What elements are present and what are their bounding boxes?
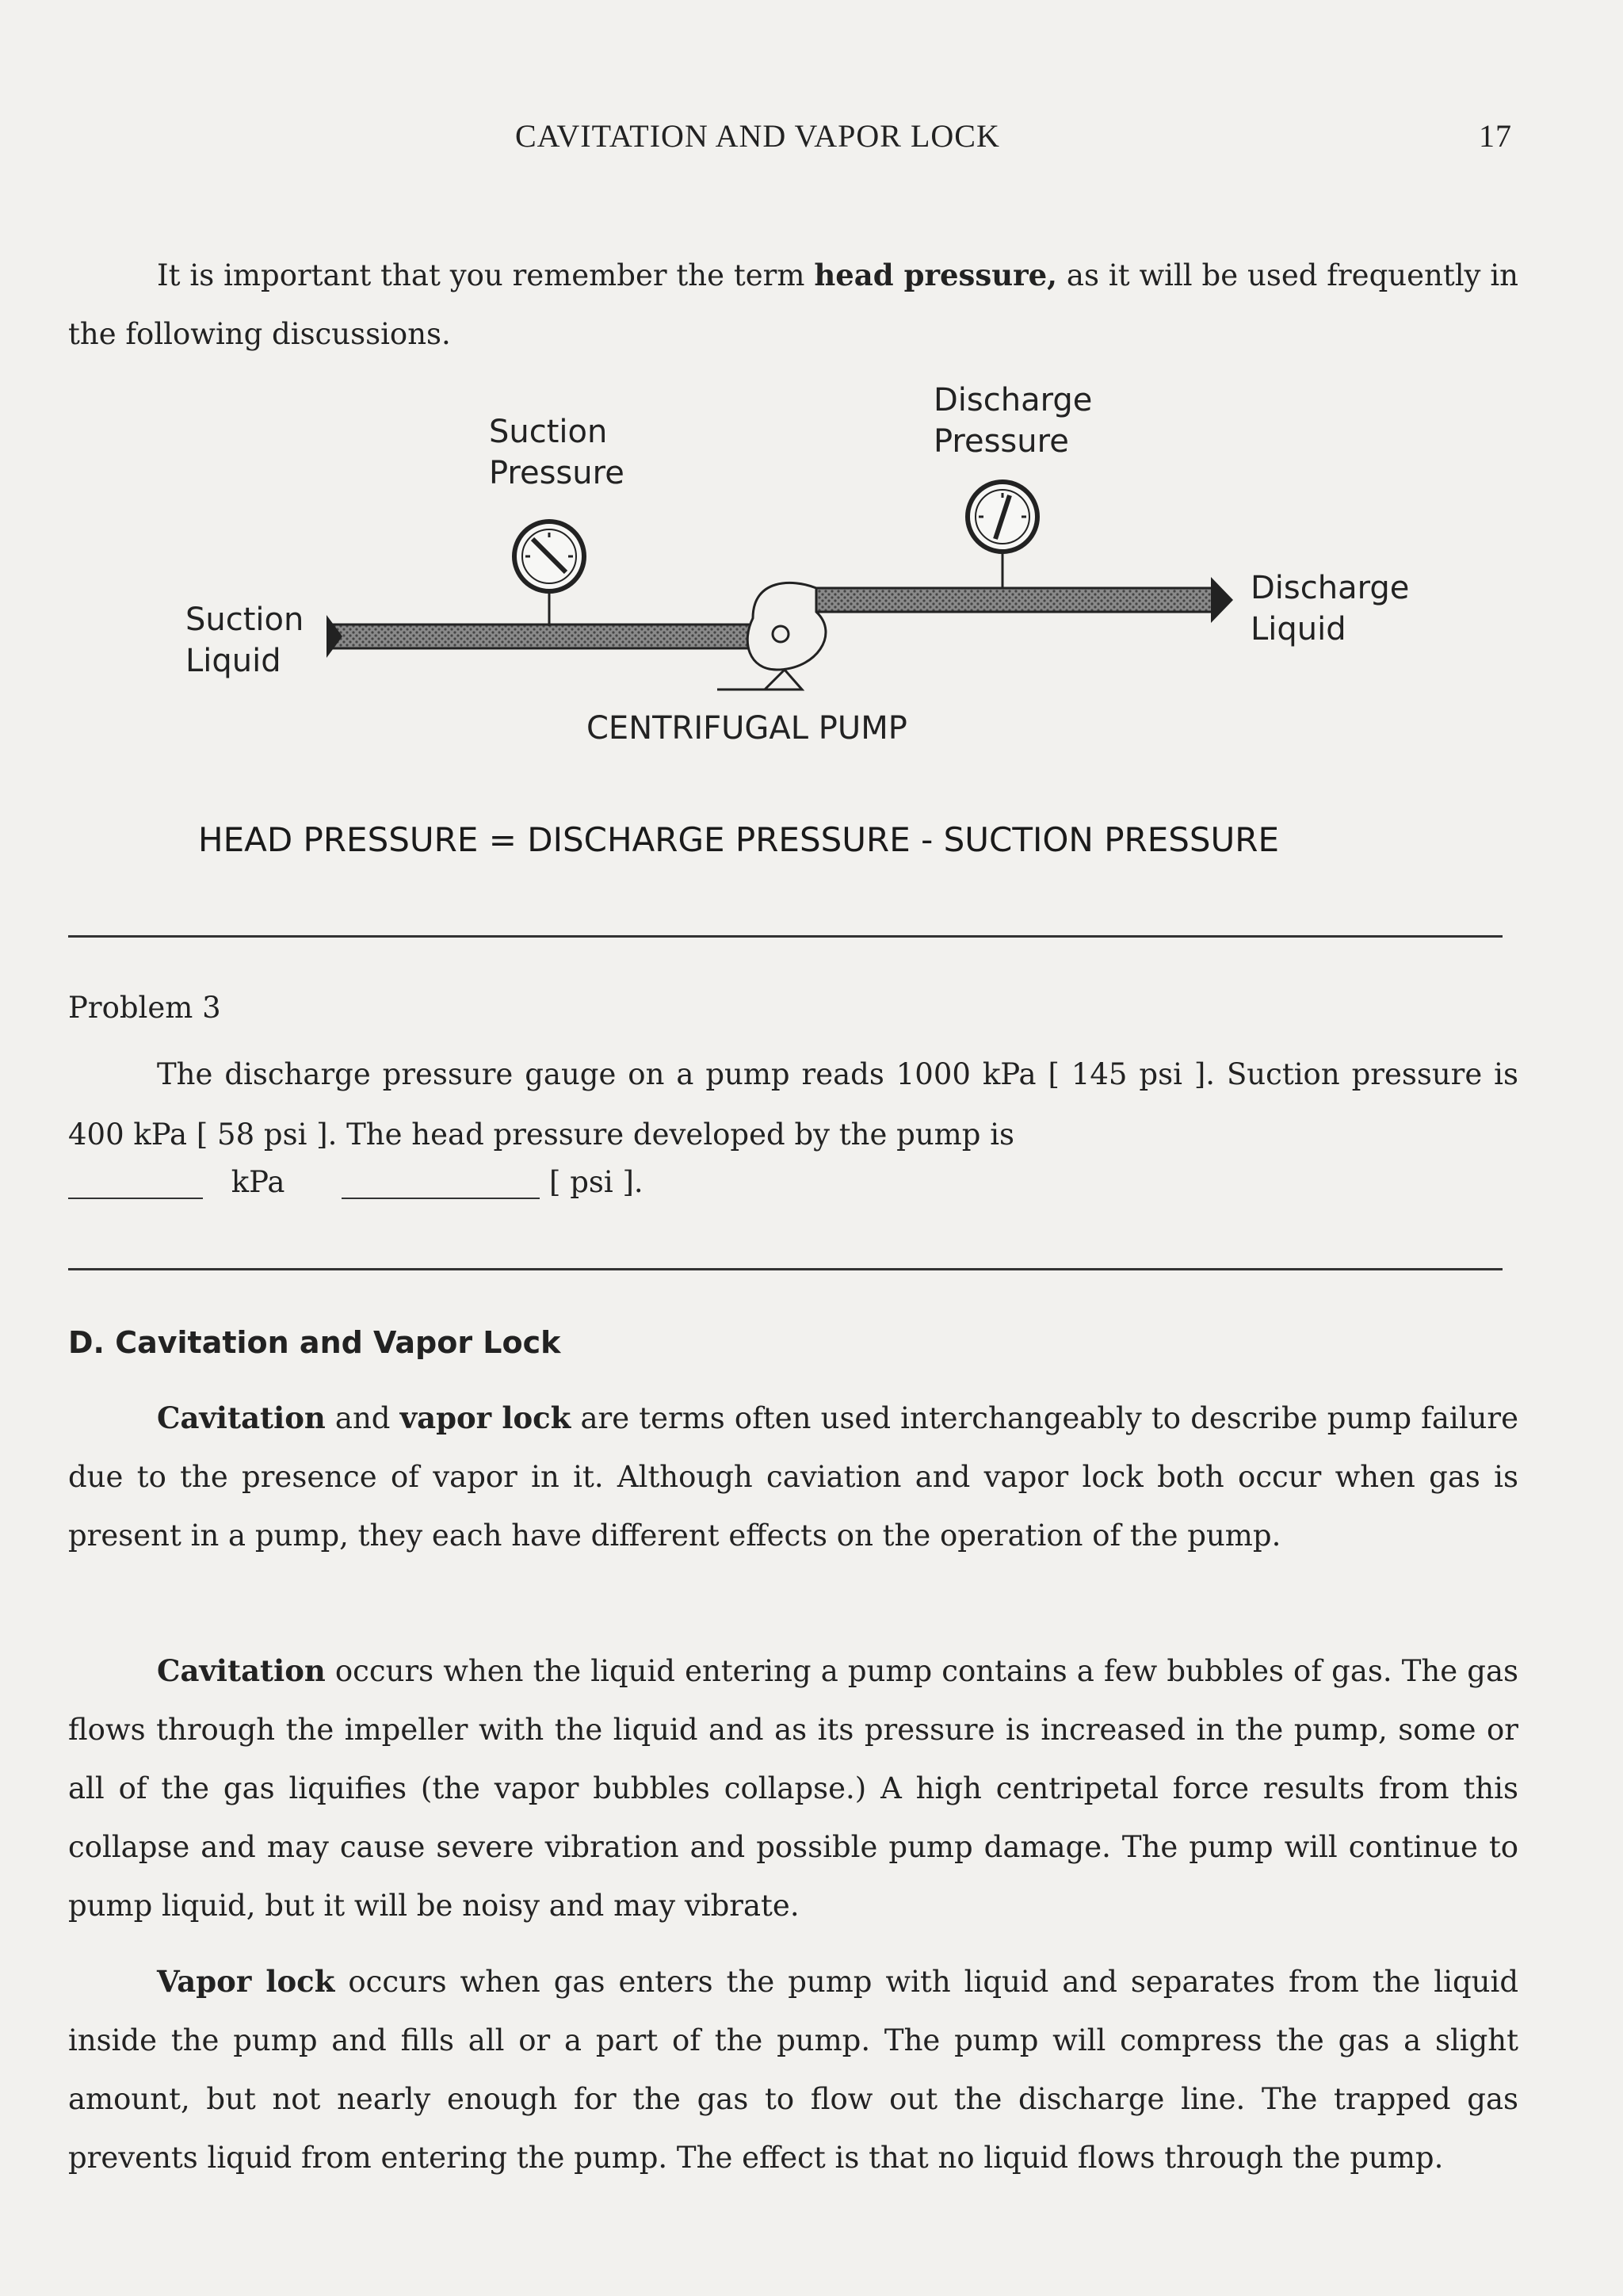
- page-header: [0, 117, 1623, 165]
- running-title: CAVITATION AND VAPOR LOCK: [515, 118, 1000, 154]
- discharge-liquid-label-2: Liquid: [1251, 611, 1346, 648]
- discharge-liquid-label: Discharge: [1251, 570, 1410, 606]
- p2-rest: occurs when the liquid entering a pump contains a few bubbles of gas. The gas flows through the impeller with the liquid and as its pressure is increased in the pump, some or all of the gas liquifies (the vapor bubbles collapse.) A high centripetal force results from this collapse and may cause severe vibration and possible pump damage. The pump will continue to pump liquid, but it will be noisy and may vibrate.: [68, 1654, 1518, 1923]
- cavitation-vapor-lock-paragraph: [68, 1389, 1518, 1565]
- discharge-gauge-icon: [968, 482, 1037, 589]
- head-pressure-formula: HEAD PRESSURE = DISCHARGE PRESSURE - SUCTION PRESSURE: [198, 820, 1280, 859]
- section-heading: D. Cavitation and Vapor Lock: [68, 1325, 561, 1360]
- p3-rest: occurs when gas enters the pump with liquid and separates from the liquid inside the pump and fills all or a part of the pump. The pump will compress the gas a slight amount, but not nearly enough for the gas to flow out the discharge line. The trapped gas prevents liquid from entering the pump. The effect is that no liquid flows through the pump.: [68, 1965, 1519, 2175]
- discharge-pressure-label-2: Pressure: [934, 423, 1069, 460]
- term-cavitation: Cavitation: [157, 1400, 326, 1435]
- intro-term: head pressure,: [814, 258, 1058, 292]
- term-vapor-lock-2: Vapor lock: [157, 1964, 335, 1999]
- answer-line: [68, 1165, 1518, 1213]
- cavitation-paragraph: [68, 1641, 1518, 1935]
- kpa-answer-blank[interactable]: [68, 1166, 203, 1199]
- intro-after: as it will be used frequently in the following discussions.: [68, 258, 1518, 351]
- pump-label: CENTRIFUGAL PUMP: [586, 710, 907, 747]
- pump-diagram: [0, 349, 1623, 777]
- problem-text: The discharge pressure gauge on a pump reads 1000 kPa [ 145 psi ]. Suction pressure is 400 kPa [ 58 psi ]. The head pressure developed by the pump is: [68, 1057, 1518, 1152]
- suction-pipe: [327, 615, 753, 658]
- suction-gauge-icon: [514, 521, 584, 626]
- term-cavitation-2: Cavitation: [157, 1653, 326, 1688]
- psi-answer-blank[interactable]: [342, 1166, 540, 1199]
- page-number: 17: [1479, 118, 1512, 154]
- suction-liquid-label-2: Liquid: [185, 643, 281, 679]
- discharge-pipe: [816, 577, 1233, 623]
- psi-unit: [ psi ].: [549, 1165, 643, 1199]
- divider-top: [68, 935, 1503, 938]
- suction-pressure-label: Suction: [489, 414, 608, 450]
- vapor-lock-paragraph: [68, 1952, 1518, 2187]
- p1-mid: and: [325, 1401, 400, 1435]
- suction-liquid-label: Suction: [185, 602, 304, 638]
- intro-paragraph: [68, 246, 1518, 364]
- discharge-arrow-icon: [1211, 577, 1233, 623]
- kpa-unit: kPa: [231, 1165, 285, 1199]
- intro-before: It is important that you remember the term: [157, 258, 815, 292]
- suction-pressure-label-2: Pressure: [489, 455, 624, 491]
- p1-rest: are terms often used interchangeably to describe pump failure due to the presence of vapor in it. Although caviation and vapor lock both occur when gas is present in a pump, they each have different effects on the operation of the pump.: [68, 1401, 1518, 1553]
- divider-bottom: [68, 1268, 1503, 1270]
- suction-arrow-icon: [327, 615, 342, 658]
- discharge-pressure-label: Discharge: [934, 382, 1093, 418]
- term-vapor-lock: vapor lock: [399, 1400, 571, 1435]
- problem-title: Problem 3: [68, 991, 221, 1025]
